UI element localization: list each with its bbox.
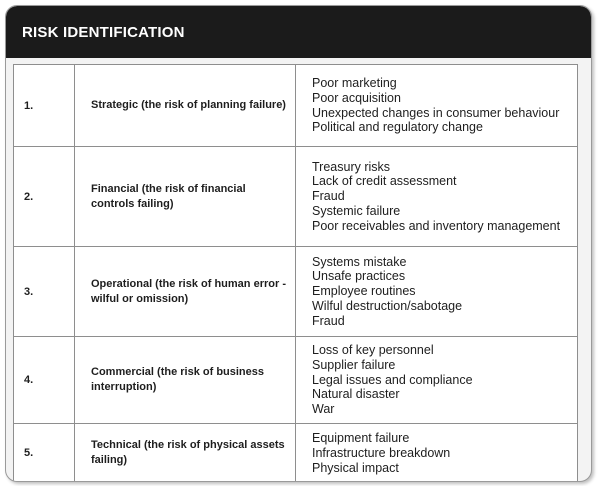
risk-number: 5.: [14, 423, 75, 482]
table-row: [14, 65, 578, 147]
risk-items: [296, 423, 578, 482]
risk-identification-card: [5, 5, 592, 482]
risk-item: Systemic failure: [312, 203, 401, 218]
risk-item: Lack of credit assessment: [312, 174, 457, 189]
risk-number: 4.: [14, 337, 75, 424]
risk-category: Financial (the risk of financial controls failing): [75, 147, 296, 247]
risk-item: Poor receivables and inventory management: [312, 218, 561, 233]
risk-item: Political and regulatory change: [312, 120, 483, 135]
risk-item: Loss of key personnel: [312, 343, 434, 357]
risk-items: [296, 247, 578, 337]
risk-item: Fraud: [312, 189, 345, 204]
table-row: [14, 147, 578, 247]
risk-items: [296, 337, 578, 424]
risk-item: Employee routines: [312, 284, 416, 299]
risk-item: Treasury risks: [312, 159, 391, 174]
risk-item: Supplier failure: [312, 357, 396, 372]
table-row: [14, 247, 578, 337]
risk-item: Infrastructure breakdown: [312, 446, 451, 461]
risk-item: War: [312, 402, 335, 417]
risk-item: Poor acquisition: [312, 90, 401, 105]
risk-items: [296, 147, 578, 247]
risk-number: 1.: [14, 65, 75, 147]
risk-item: Legal issues and compliance: [312, 372, 473, 387]
risk-item: Unsafe practices: [312, 269, 406, 284]
risk-item: Poor marketing: [312, 75, 397, 90]
risk-item: Systems mistake: [312, 254, 407, 269]
risk-item: Fraud: [312, 313, 345, 328]
risk-item: Equipment failure: [312, 431, 410, 446]
risk-category: Technical (the risk of physical assets failing): [75, 423, 296, 482]
risk-category: Operational (the risk of human error - wilful or omission): [75, 247, 296, 337]
table-row: [14, 423, 578, 482]
risk-item: Natural disaster: [312, 387, 400, 402]
risk-table: [13, 64, 578, 482]
risk-category: Strategic (the risk of planning failure): [75, 65, 296, 147]
risk-item: Unexpected changes in consumer behaviour: [312, 105, 560, 120]
table-header: [6, 6, 591, 58]
risk-category: Commercial (the risk of business interruption): [75, 337, 296, 424]
risk-items: [296, 65, 578, 147]
table-row: [14, 337, 578, 424]
page-title: RISK IDENTIFICATION: [22, 23, 185, 41]
risk-item: Wilful destruction/sabotage: [312, 298, 463, 313]
risk-number: 2.: [14, 147, 75, 247]
risk-item: Physical impact: [312, 460, 399, 475]
risk-number: 3.: [14, 247, 75, 337]
